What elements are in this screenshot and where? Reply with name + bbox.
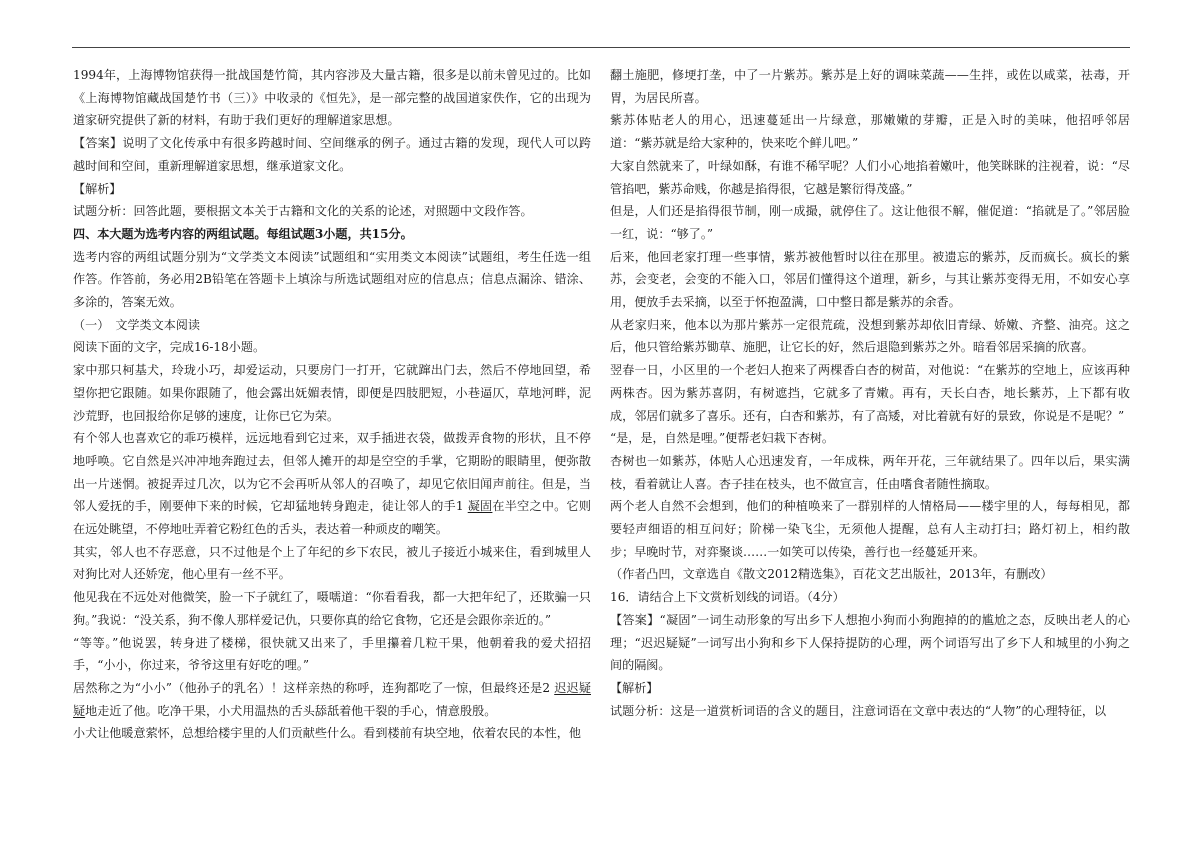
- text-segment: 地走近了他。吃净干果，小犬用温热的舌头舔舐着他干裂的手心，情意殷殷。: [85, 703, 497, 718]
- instructions-paragraph: [73, 246, 591, 314]
- text-segment: 在半空之中。它则在远处眺望，不停地吐弄着它粉红色的舌头，表达着一种顽皮的嘲笑。: [73, 499, 591, 537]
- text-segment: 阅读下面的文字，完成16-18小题。: [73, 340, 266, 355]
- text-segment: 小犬让他暖意萦怀，总想给楼宇里的人们贡献些什么。看到楼前有块空地，依着农民的本性，他: [73, 726, 581, 741]
- text-segment: “是，是，自然是哩。”便帮老妇栽下杏树。: [610, 431, 835, 446]
- story-paragraph-10: [610, 155, 1130, 200]
- answer-16: [610, 609, 1130, 677]
- text-segment: 【解析】: [73, 181, 122, 196]
- story-paragraph-13: [610, 314, 1130, 359]
- question-16: [610, 586, 1130, 609]
- analysis-16: [610, 700, 1130, 723]
- answer-paragraph: [73, 132, 591, 177]
- text-segment: 试题分析：回答此题，要根据文本关于古籍和文化的关系的论述，对照题中文段作答。: [73, 204, 533, 219]
- analysis-heading: [73, 178, 591, 201]
- text-segment: 16．请结合上下文赏析划线的词语。（4分）: [610, 590, 845, 605]
- story-paragraph-3: [73, 541, 591, 586]
- text-segment: 家中那只柯基犬，玲珑小巧，却爱运动，只要房门一打开，它就蹿出门去，然后不停地回望，希望你把它跟随。如果你跟随了，他会露出妩媚表情，即便是四肢肥短，小巷逼仄，草地河畔，泥沙荒野，也回报给你足够的速度，让你已它为荣。: [73, 363, 591, 423]
- story-paragraph-11: [610, 200, 1130, 245]
- text-segment: 有个邻人也喜欢它的乖巧模样，远远地看到它过来，双手插进衣袋，做拨弄食物的形状，且不停地呼唤。它自然是兴冲冲地奔跑过去，但邻人摊开的却是空空的手掌，它期盼的眼睛里，便弥散出一片迷惘。被捉弄过几次，以为它不会再听从邻人的召唤了，却见它依旧闻声前往。但是，当邻人爱抚的手，刚要伸下来的时候，它却猛地转身跑走，徒让邻人的手1: [73, 431, 591, 514]
- reading-instruction: [73, 336, 591, 359]
- source-note: [610, 563, 1130, 586]
- story-paragraph-6: [73, 677, 591, 722]
- story-paragraph-17: [610, 495, 1130, 563]
- underlined-term: 迟迟疑疑: [73, 680, 591, 718]
- text-segment: （作者凸凹，文章选自《散文2012精选集》，百花文艺出版社，2013年，有删改）: [610, 567, 1053, 582]
- text-segment: 其实，邻人也不存恶意，只不过他是个上了年纪的乡下农民，被儿子接近小城来住，看到城里人对狗比对人还娇宠，他心里有一丝不平。: [73, 544, 591, 582]
- story-paragraph-14: [610, 359, 1130, 427]
- text-segment: （一） 文学类文本阅读: [73, 317, 200, 332]
- text-segment: “等等。”他说罢，转身进了楼梯，很快就又出来了，手里攥着几粒干果，他朝着我的爱犬招招手，“小小，你过来，爷爷这里有好吃的哩。”: [73, 635, 591, 673]
- section-four-heading: [73, 223, 591, 246]
- story-paragraph-1: [73, 359, 591, 427]
- text-segment: 两个老人自然不会想到，他们的种植唤来了一群别样的人情格局——楼宇里的人，每每相见，都要轻声细语的相互问好；阶梯一染飞尘，无须他人提醒，总有人主动打扫；路灯初上，相约散步；早晚时节，对弈聚谈……一如笑可以传染，善行也一经蔓延开来。: [610, 499, 1130, 559]
- story-paragraph-7: [73, 722, 591, 745]
- text-segment: 试题分析：这是一道赏析词语的含义的题目，注意词语在文章中表达的“人物”的心理特征，以: [610, 703, 1107, 718]
- text-segment: 选考内容的两组试题分别为“文学类文本阅读”试题组和“实用类文本阅读”试题组，考生任选一组作答。作答前，务必用2B铅笔在答题卡上填涂与所选试题组对应的信息点；信息点漏涂、错涂、多涂的，答案无效。: [73, 249, 591, 310]
- analysis-heading-16: [610, 677, 1130, 700]
- text-segment: 他见我在不远处对他微笑，脸一下子就红了，嗫嚅道：“你看看我，都一大把年纪了，还欺骗一只狗。”我说：“没关系，狗不像人那样爱记仇，只要你真的给它食物，它还是会跟你亲近的。”: [73, 590, 591, 627]
- text-segment: 【答案】“凝固”一词生动形象的写出乡下人想抱小狗而小狗跑掉的的尴尬之态，反映出老人的心理；“迟迟疑疑”一词写出小狗和乡下人保持提防的心理，两个词语写出了乡下人和城里的小狗之间的隔阂。: [610, 612, 1130, 673]
- text-segment: 1994年，上海博物馆获得一批战国楚竹简，其内容涉及大量古籍，很多是以前未曾见过的。比如《上海博物馆藏战国楚竹书（三）》中收录的《恒先》，是一部完整的战国道家佚作，它的出现为道家研究提供了新的材料，有助于我们更好的理解道家思想。: [73, 68, 591, 128]
- story-paragraph-16: [610, 450, 1130, 495]
- text-segment: 紫苏体贴老人的用心，迅速蔓延出一片绿意，那嫩嫩的芽瓣，正是入时的美味，他招呼邻居道：“紫苏就是给大家种的，快来吃个鲜儿吧。”: [610, 113, 1130, 151]
- text-segment: 【答案】说明了文化传承中有很多跨越时间、空间继承的例子。通过古籍的发现，现代人可以跨越时间和空间，重新理解道家思想，继承道家文化。: [73, 136, 591, 173]
- analysis-paragraph: [73, 200, 591, 223]
- story-paragraph-5: [73, 632, 591, 677]
- text-segment: 但是，人们还是掐得很节制，刚一成撮，就停住了。这让他很不解，催促道：“掐就是了。”邻居脸一红，说：“够了。”: [610, 204, 1130, 241]
- story-paragraph-4: [73, 586, 591, 631]
- text-segment: 居然称之为“小小”（他孙子的乳名）！这样亲热的称呼，连狗都吃了一惊，但最终还是2: [73, 680, 555, 695]
- text-segment: 后来，他回老家打理一些事情，紫苏被他暂时以往在那里。被遗忘的紫苏，反而疯长。疯长的紫苏，会变老，会变的不能入口，邻居们懂得这个道理，新乡，与其让紫苏变得无用，不如安心享用，便放手去采摘，以至于怀抱盈满，口中整日都是紫苏的余香。: [610, 249, 1130, 310]
- text-segment: 翻土施肥，修埂打垄，中了一片紫苏。紫苏是上好的调味菜蔬——生拌，或佐以咸菜，祛毒，开胃，为居民所喜。: [610, 68, 1130, 105]
- subsection-literary-heading: [73, 314, 591, 337]
- story-paragraph-12: [610, 246, 1130, 314]
- left-column: [73, 64, 591, 745]
- right-column: [610, 64, 1130, 722]
- underlined-term: 凝固: [467, 499, 493, 514]
- text-segment: 翌春一日，小区里的一个老妇人抱来了两棵香白杏的树苗，对他说：“在紫苏的空地上，应该再种两株杏。因为紫苏喜阴，有树遮挡，它就多了青嫩。再有，天长白杏，地长紫苏，上下都有收成，邻居们就多了喜乐。还有，白杏和紫苏，有了高矮，对比着就有好的景致，你说是不是呢？”: [610, 363, 1130, 423]
- text-segment: 从老家归来，他本以为那片紫苏一定很荒疏，没想到紫苏却依旧青绿、娇嫩、齐整、油亮。这之后，他只管给紫苏锄草、施肥，让它长的好，然后退隐到紫苏之外。暗看邻居采摘的欣喜。: [610, 317, 1130, 355]
- text-segment: 【解析】: [610, 680, 659, 695]
- paragraph-intro-bamboo-slips: [73, 64, 591, 132]
- story-paragraph-2: [73, 427, 591, 541]
- story-paragraph-15: [610, 427, 1130, 450]
- story-paragraph-9: [610, 109, 1130, 154]
- text-segment: 杏树也一如紫苏，体贴人心迅速发育，一年成株，两年开花，三年就结果了。四年以后，果实满枝，看着就让人喜。杏子挂在枝头，也不做宣言，任由嗜食者随性摘取。: [610, 453, 1130, 491]
- text-segment: 四、本大题为选考内容的两组试题。每组试题3小题，共15分。: [73, 226, 413, 241]
- text-segment: 大家自然就来了，叶绿如酥，有谁不稀罕呢？人们小心地掐着嫩叶，他笑眯眯的注视着，说：“尽管掐吧，紫苏命贱，你越是掐得很，它越是繁衍得茂盛。”: [610, 158, 1130, 196]
- header-rule: [72, 47, 1130, 48]
- story-paragraph-8: [610, 64, 1130, 109]
